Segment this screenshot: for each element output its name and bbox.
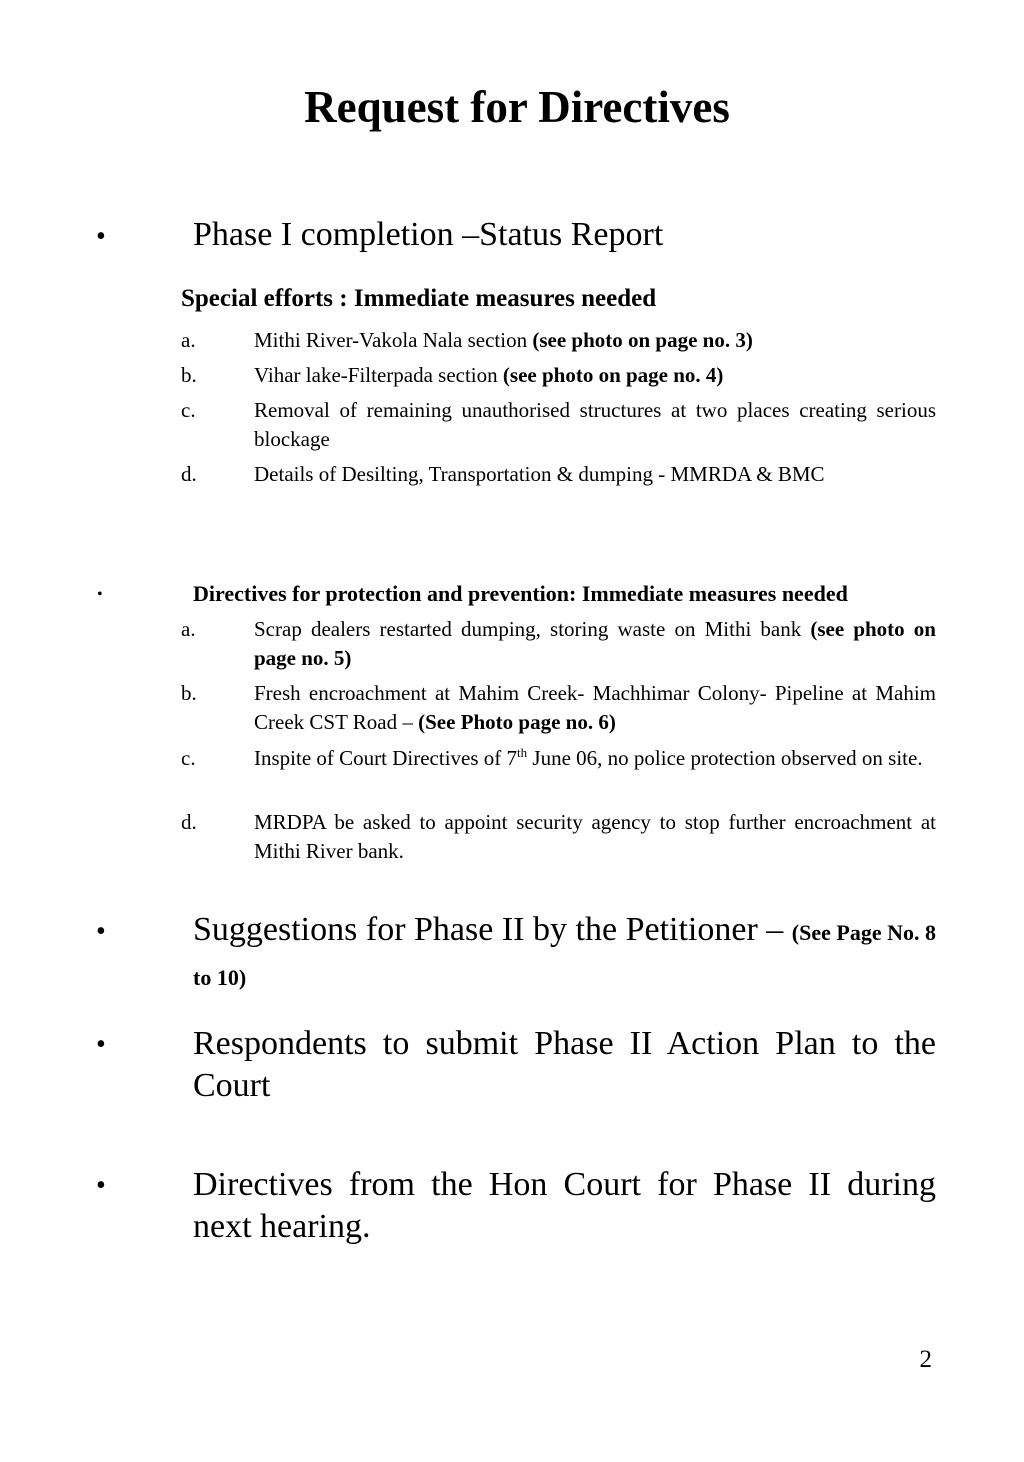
photo-reference: (see photo on page no. 4) (502, 363, 724, 387)
list-item-text: Scrap dealers restarted dumping, storing waste on Mithi bank (254, 617, 811, 641)
list-item-letter: a. (181, 328, 196, 352)
photo-reference: (see photo on page no. 3) (532, 328, 753, 352)
bullet-marker: • (97, 586, 103, 603)
ordinal-suffix: th (517, 745, 528, 760)
list-item-letter: c. (181, 746, 196, 770)
list-item: MRDPA be asked to appoint security agency to stop further encroachment at Mithi River bank. (254, 810, 936, 863)
list-item-letter: c. (181, 398, 196, 422)
list-item-letter: a. (181, 617, 196, 641)
action-plan-item: Respondents to submit Phase II Action Plan to the Court (193, 1025, 936, 1104)
page-title: Request for Directives (304, 82, 730, 132)
photo-reference: (see photo on page no. 5) (254, 617, 936, 670)
list-item: Removal of remaining unauthorised structures at two places creating serious blockage (254, 398, 936, 451)
list-item (254, 615, 936, 673)
list-item-text: Fresh encroachment at Mahim Creek- Machhimar Colony- Pipeline at Mahim Creek CST Road – (254, 681, 936, 734)
list-item (254, 361, 936, 390)
protection-directives-heading: Directives for protection and prevention: Immediate measures needed (193, 581, 848, 606)
list-item (254, 744, 936, 773)
court-directives-item: Directives from the Hon Court for Phase II during next hearing. (193, 1166, 936, 1245)
bullet-marker: • (96, 1170, 106, 1201)
list-item-text: June 06, no police protection observed on site. (527, 746, 923, 770)
list-item (254, 679, 936, 737)
phase-two-suggestions (193, 909, 936, 999)
list-item-text: Inspite of Court Directives of 7 (254, 746, 518, 770)
photo-reference: (See Photo page no. 6) (418, 710, 616, 734)
list-item-text: Vihar lake-Filterpada section (254, 363, 503, 387)
page-number: 2 (919, 1346, 932, 1373)
page-reference: (See Page No. 8 to 10) (193, 920, 937, 990)
special-efforts-heading: Special efforts : Immediate measures needed (181, 285, 657, 312)
bullet-marker: • (96, 221, 106, 252)
list-item-letter: d. (181, 810, 197, 834)
phase-two-suggestions-text: Suggestions for Phase II by the Petitioner – (193, 911, 792, 948)
list-item-letter: b. (181, 681, 197, 705)
bullet-marker: • (96, 1029, 106, 1060)
list-item-text: Mithi River-Vakola Nala section (254, 328, 533, 352)
bullet-marker: • (96, 916, 106, 947)
list-item-letter: b. (181, 363, 197, 387)
list-item: Details of Desilting, Transportation & dumping - MMRDA & BMC (254, 462, 825, 486)
list-item (254, 326, 936, 355)
list-item-letter: d. (181, 462, 197, 486)
phase-one-status-heading: Phase I completion –Status Report (193, 216, 664, 253)
